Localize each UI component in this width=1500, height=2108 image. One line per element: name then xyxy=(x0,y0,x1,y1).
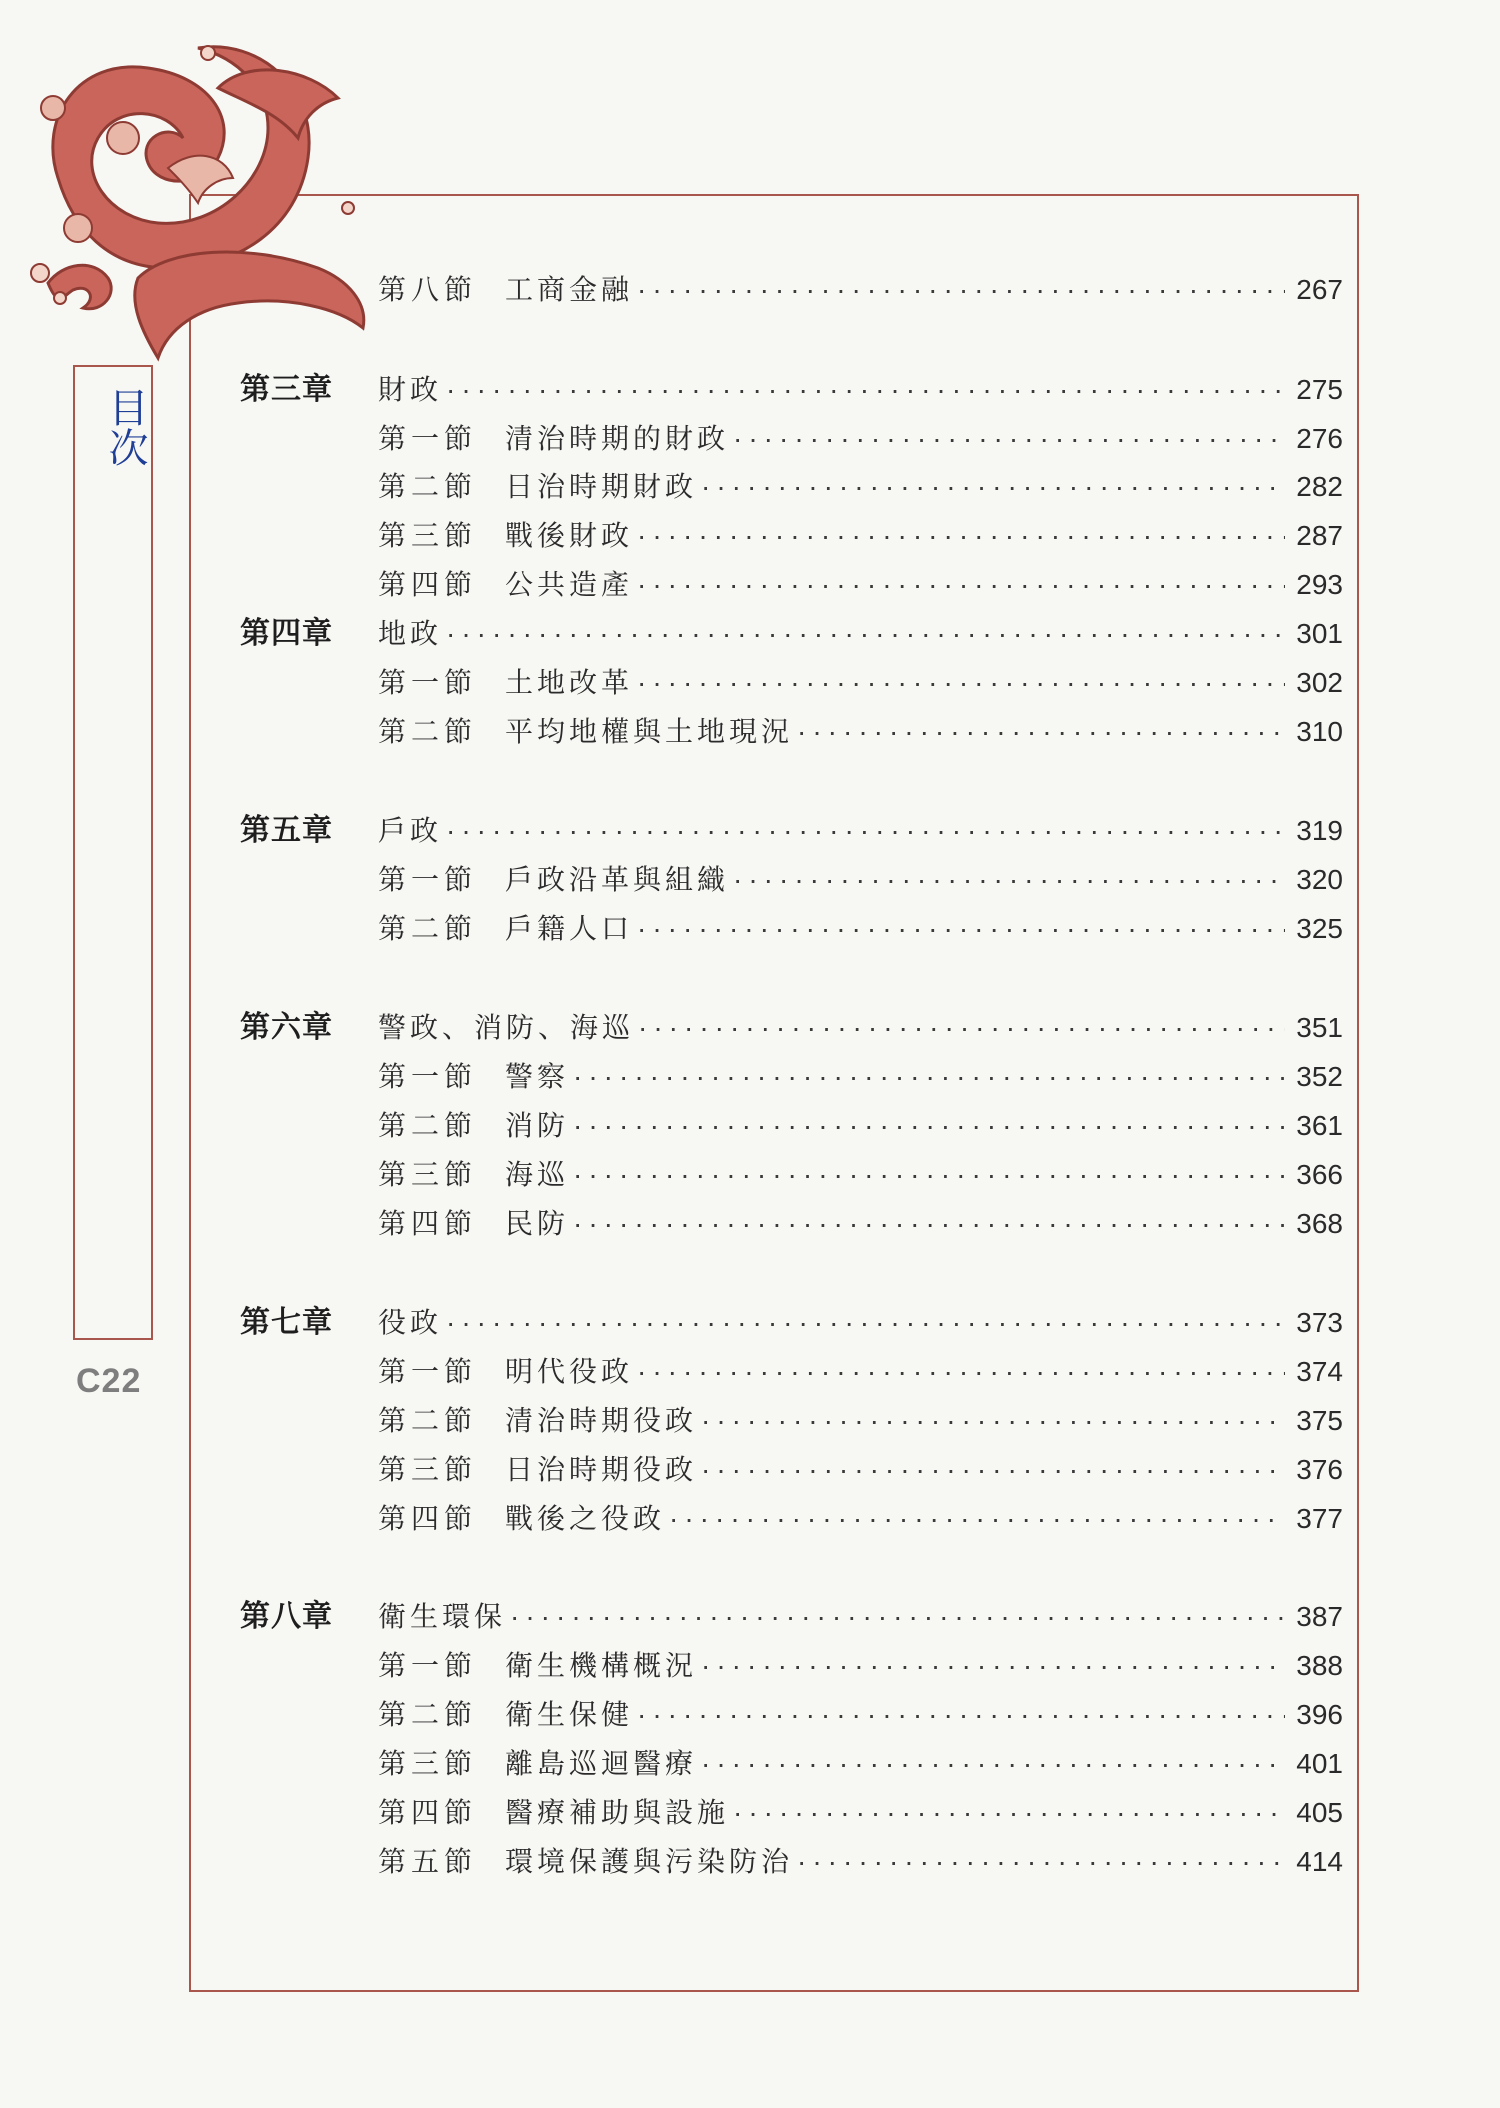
chapter-label: 第五章 xyxy=(240,813,333,848)
page-reference: 352 xyxy=(1296,1061,1343,1092)
section-title: 清治時期役政 xyxy=(505,1404,698,1437)
dot-leader xyxy=(733,417,1285,461)
section-title: 衛生機構概況 xyxy=(505,1649,698,1682)
page-reference: 282 xyxy=(1296,471,1343,502)
dot-leader xyxy=(637,1693,1285,1737)
page-reference: 376 xyxy=(1296,1454,1343,1485)
page-reference: 374 xyxy=(1296,1356,1343,1387)
toc-section-entry xyxy=(0,1104,1500,1148)
chapter-title: 衛生環保 xyxy=(378,1600,507,1633)
page-reference: 396 xyxy=(1296,1699,1343,1730)
dot-leader xyxy=(701,465,1285,509)
toc-section-entry xyxy=(0,417,1500,461)
dot-leader xyxy=(637,1350,1285,1394)
toc-section-entry xyxy=(0,1350,1500,1394)
section-title: 戶政沿革與組織 xyxy=(505,863,730,896)
page-reference: 310 xyxy=(1296,716,1343,747)
section-label: 第三節 xyxy=(378,1747,478,1780)
chapter-title: 戶政 xyxy=(378,814,443,847)
dot-leader xyxy=(701,1448,1285,1492)
toc-chapter-entry xyxy=(0,1006,1500,1050)
entry-title-leader xyxy=(505,1840,1285,1884)
page-reference: 325 xyxy=(1296,913,1343,944)
section-label: 第四節 xyxy=(378,1207,478,1240)
entry-title-leader xyxy=(505,465,1285,509)
page-reference: 401 xyxy=(1296,1748,1343,1779)
entry-title-leader xyxy=(505,563,1285,607)
page-reference: 373 xyxy=(1296,1307,1343,1338)
toc-section-entry xyxy=(0,1153,1500,1197)
dot-leader xyxy=(638,1006,1285,1050)
dot-leader xyxy=(701,1644,1285,1688)
section-title: 警察 xyxy=(505,1060,570,1093)
toc-section-entry xyxy=(0,1448,1500,1492)
entry-title-leader xyxy=(505,1399,1285,1443)
section-title: 海巡 xyxy=(505,1158,570,1191)
section-title: 明代役政 xyxy=(505,1355,634,1388)
toc-section-entry xyxy=(0,1693,1500,1737)
page-reference: 351 xyxy=(1296,1012,1343,1043)
entry-title-leader xyxy=(378,612,1285,656)
page-reference: 319 xyxy=(1296,815,1343,846)
page-reference: 405 xyxy=(1296,1797,1343,1828)
page-reference: 377 xyxy=(1296,1503,1343,1534)
dot-leader xyxy=(573,1153,1285,1197)
entry-title-leader xyxy=(505,1153,1285,1197)
entry-title-leader xyxy=(505,1742,1285,1786)
dot-leader xyxy=(510,1595,1285,1639)
toc-chapter-entry xyxy=(0,1301,1500,1345)
section-label: 第八節 xyxy=(378,273,478,306)
toc-section-entry xyxy=(0,858,1500,902)
chapter-title: 警政、消防、海巡 xyxy=(378,1011,635,1044)
page-reference: 361 xyxy=(1296,1110,1343,1141)
page-reference: 301 xyxy=(1296,618,1343,649)
toc-section-entry xyxy=(0,1791,1500,1835)
section-title: 消防 xyxy=(505,1109,570,1142)
entry-title-leader xyxy=(505,1055,1285,1099)
section-title: 環境保護與污染防治 xyxy=(505,1845,794,1878)
toc-section-entry xyxy=(0,1202,1500,1246)
section-title: 醫療補助與設施 xyxy=(505,1796,730,1829)
dot-leader xyxy=(446,1301,1285,1345)
entry-title-leader xyxy=(505,1350,1285,1394)
section-title: 戶籍人口 xyxy=(505,912,634,945)
entry-title-leader xyxy=(378,809,1285,853)
page-reference: 276 xyxy=(1296,423,1343,454)
toc-section-entry xyxy=(0,1055,1500,1099)
entry-title-leader xyxy=(505,661,1285,705)
section-label: 第一節 xyxy=(378,422,478,455)
toc-section-entry xyxy=(0,1399,1500,1443)
chapter-label: 第六章 xyxy=(240,1010,333,1045)
chapter-title: 財政 xyxy=(378,373,443,406)
entry-title-leader xyxy=(505,1497,1285,1541)
toc-section-entry xyxy=(0,710,1500,754)
section-label: 第五節 xyxy=(378,1845,478,1878)
entry-title-leader xyxy=(378,1006,1285,1050)
dot-leader xyxy=(637,268,1285,312)
toc-section-entry xyxy=(0,1497,1500,1541)
entry-title-leader xyxy=(505,1202,1285,1246)
section-label: 第四節 xyxy=(378,1502,478,1535)
toc-chapter-entry xyxy=(0,368,1500,412)
dot-leader xyxy=(637,661,1285,705)
section-label: 第四節 xyxy=(378,568,478,601)
section-title: 清治時期的財政 xyxy=(505,422,730,455)
section-title: 離島巡迴醫療 xyxy=(505,1747,698,1780)
page-reference: 320 xyxy=(1296,864,1343,895)
entry-title-leader xyxy=(505,1104,1285,1148)
section-label: 第三節 xyxy=(378,1453,478,1486)
page-reference: 267 xyxy=(1296,274,1343,305)
dot-leader xyxy=(573,1104,1285,1148)
section-label: 第一節 xyxy=(378,1649,478,1682)
toc-section-entry xyxy=(0,907,1500,951)
section-label: 第一節 xyxy=(378,666,478,699)
section-label: 第三節 xyxy=(378,1158,478,1191)
dot-leader xyxy=(669,1497,1285,1541)
section-label: 第一節 xyxy=(378,1060,478,1093)
page-reference: 387 xyxy=(1296,1601,1343,1632)
dot-leader xyxy=(637,907,1285,951)
section-title: 工商金融 xyxy=(505,273,634,306)
entry-title-leader xyxy=(505,710,1285,754)
section-title: 民防 xyxy=(505,1207,570,1240)
section-label: 第二節 xyxy=(378,1109,478,1142)
dot-leader xyxy=(701,1399,1285,1443)
section-label: 第二節 xyxy=(378,1404,478,1437)
toc-chapter-entry xyxy=(0,612,1500,656)
dot-leader xyxy=(573,1202,1285,1246)
entry-title-leader xyxy=(505,1693,1285,1737)
page-reference: 368 xyxy=(1296,1208,1343,1239)
section-label: 第二節 xyxy=(378,1698,478,1731)
section-title: 平均地權與土地現況 xyxy=(505,715,794,748)
dot-leader xyxy=(797,1840,1285,1884)
toc-section-entry xyxy=(0,1840,1500,1884)
chapter-label: 第四章 xyxy=(240,616,333,651)
entry-title-leader xyxy=(505,514,1285,558)
dot-leader xyxy=(637,563,1285,607)
dot-leader xyxy=(637,514,1285,558)
toc-chapter-entry xyxy=(0,1595,1500,1639)
entry-title-leader xyxy=(505,268,1285,312)
page-reference: 388 xyxy=(1296,1650,1343,1681)
toc-chapter-entry xyxy=(0,809,1500,853)
entry-title-leader xyxy=(378,1595,1285,1639)
page-reference: 302 xyxy=(1296,667,1343,698)
chapter-label: 第七章 xyxy=(240,1305,333,1340)
chapter-title: 地政 xyxy=(378,617,443,650)
entry-title-leader xyxy=(378,1301,1285,1345)
page-reference: 275 xyxy=(1296,374,1343,405)
dot-leader xyxy=(733,1791,1285,1835)
entry-title-leader xyxy=(505,1644,1285,1688)
toc-section-entry xyxy=(0,563,1500,607)
section-label: 第二節 xyxy=(378,715,478,748)
dot-leader xyxy=(446,809,1285,853)
toc-section-entry xyxy=(0,514,1500,558)
side-tab-label: 目次 xyxy=(102,387,148,467)
dot-leader xyxy=(573,1055,1285,1099)
dot-leader xyxy=(797,710,1285,754)
page-reference: 287 xyxy=(1296,520,1343,551)
section-title: 日治時期財政 xyxy=(505,470,698,503)
toc-section-entry xyxy=(0,465,1500,509)
page-reference: 366 xyxy=(1296,1159,1343,1190)
page-reference: 293 xyxy=(1296,569,1343,600)
section-label: 第四節 xyxy=(378,1796,478,1829)
chapter-title: 役政 xyxy=(378,1306,443,1339)
toc-section-entry xyxy=(0,661,1500,705)
page-reference: 375 xyxy=(1296,1405,1343,1436)
chapter-label: 第八章 xyxy=(240,1599,333,1634)
section-label: 第一節 xyxy=(378,1355,478,1388)
entry-title-leader xyxy=(378,368,1285,412)
toc-section-entry xyxy=(0,268,1500,312)
dot-leader xyxy=(446,368,1285,412)
section-title: 戰後之役政 xyxy=(505,1502,666,1535)
section-label: 第二節 xyxy=(378,470,478,503)
toc-section-entry xyxy=(0,1742,1500,1786)
section-title: 衛生保健 xyxy=(505,1698,634,1731)
page-number: C22 xyxy=(76,1362,142,1400)
section-title: 土地改革 xyxy=(505,666,634,699)
entry-title-leader xyxy=(505,417,1285,461)
entry-title-leader xyxy=(505,907,1285,951)
section-title: 戰後財政 xyxy=(505,519,634,552)
section-label: 第三節 xyxy=(378,519,478,552)
entry-title-leader xyxy=(505,858,1285,902)
section-label: 第二節 xyxy=(378,912,478,945)
dot-leader xyxy=(701,1742,1285,1786)
section-title: 公共造產 xyxy=(505,568,634,601)
page-reference: 414 xyxy=(1296,1846,1343,1877)
chapter-label: 第三章 xyxy=(240,372,333,407)
dot-leader xyxy=(733,858,1285,902)
entry-title-leader xyxy=(505,1791,1285,1835)
section-title: 日治時期役政 xyxy=(505,1453,698,1486)
section-label: 第一節 xyxy=(378,863,478,896)
dot-leader xyxy=(446,612,1285,656)
entry-title-leader xyxy=(505,1448,1285,1492)
toc-section-entry xyxy=(0,1644,1500,1688)
